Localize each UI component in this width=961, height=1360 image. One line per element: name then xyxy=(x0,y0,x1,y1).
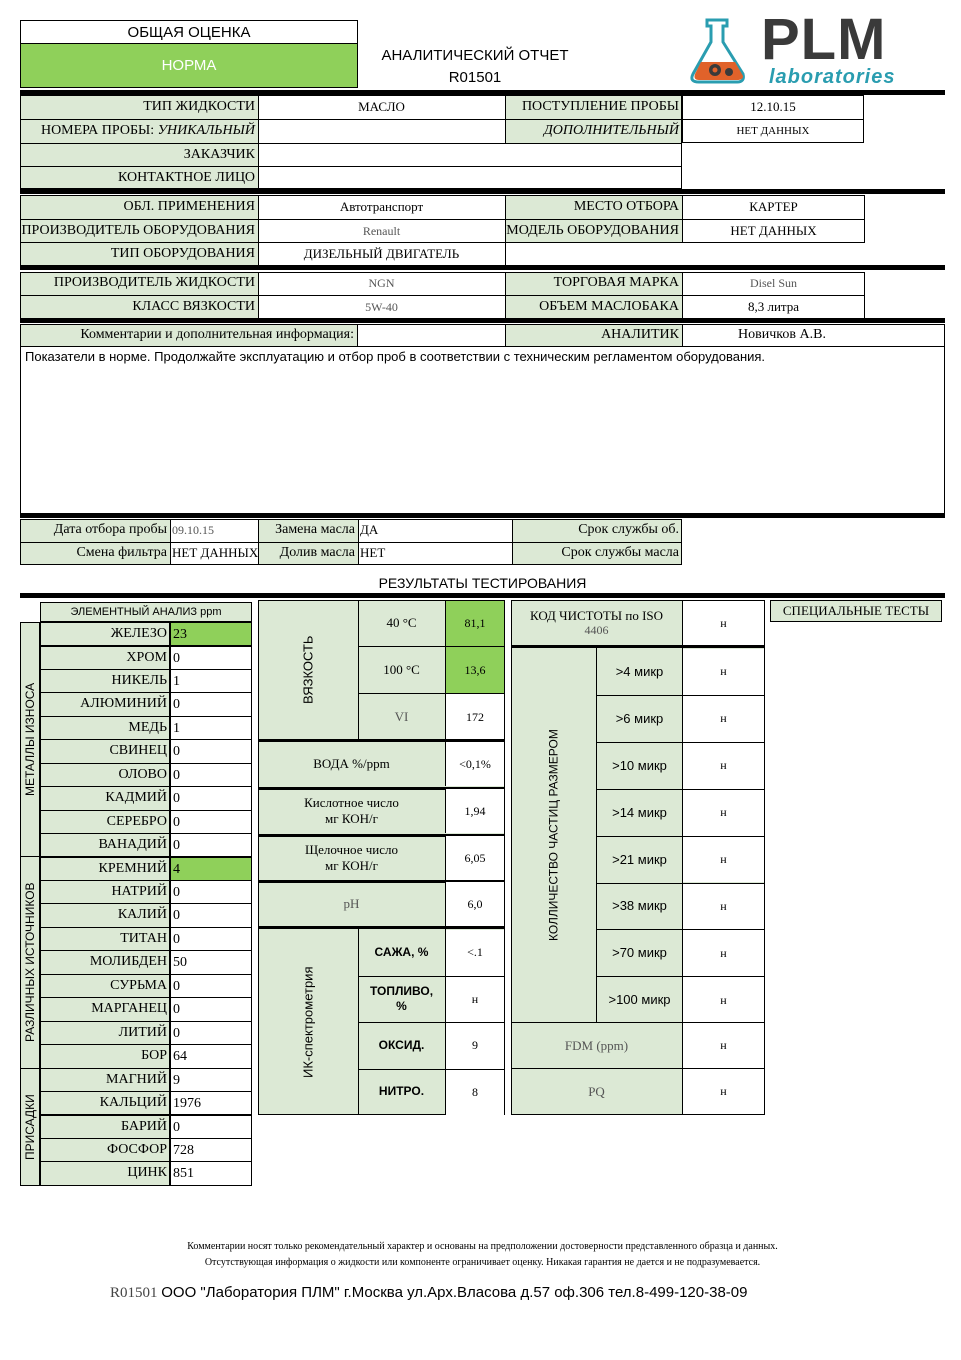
acid-number-label xyxy=(258,789,445,833)
flask-icon xyxy=(685,16,765,88)
element-name: ЖЕЛЕЗО xyxy=(110,626,167,641)
base-number-label-line2: мг КОН/г xyxy=(325,858,378,873)
element-value: 0 xyxy=(170,810,252,834)
footer-report-number: R01501 xyxy=(110,1285,158,1301)
element-value: 0 xyxy=(170,997,252,1021)
analyst-value: Новичков А.В. xyxy=(738,327,826,342)
divider-bar xyxy=(20,593,945,598)
oil-change-label: Замена масла xyxy=(275,522,355,537)
element-value: 0 xyxy=(170,692,252,716)
element-value: 0 xyxy=(170,763,252,787)
particle-size-label: >6 микр xyxy=(615,710,664,726)
soot-label xyxy=(358,929,445,976)
fdm-label: FDM (ppm) xyxy=(564,1038,629,1053)
equipment-type-value: ДИЗЕЛЬНЫЙ ДВИГАТЕЛЬ xyxy=(303,246,460,261)
sample-date-label: Дата отбора пробы xyxy=(53,522,167,537)
particle-size-label: >10 микр xyxy=(612,757,667,773)
visc100-value: 13,6 xyxy=(446,647,504,693)
fuel-label-line2: % xyxy=(396,998,407,1013)
element-name: КАЛЬЦИЙ xyxy=(99,1095,167,1110)
code-label-line2: 4406 xyxy=(584,623,609,637)
sample-receipt-label: ПОСТУПЛЕНИЕ ПРОБЫ xyxy=(521,99,679,114)
special-tests-label: СПЕЦИАЛЬНЫЕ ТЕСТЫ xyxy=(770,600,942,622)
sump-volume-value: 8,3 литра xyxy=(747,299,800,314)
element-name: КРЕМНИЙ xyxy=(98,860,167,876)
element-value: 0 xyxy=(170,880,252,904)
water-label-line1: ВОДА %/ppm xyxy=(313,756,390,771)
plm-logo xyxy=(685,7,940,90)
element-value: 64 xyxy=(170,1044,252,1068)
particle-size-label: >4 микр xyxy=(615,663,664,679)
base-number-value: 6,05 xyxy=(446,836,504,880)
particle-size-value: н xyxy=(683,930,764,976)
fluid-maker-label: ПРОИЗВОДИТЕЛЬ ЖИДКОСТИ xyxy=(53,275,255,290)
element-name: БАРИЙ xyxy=(121,1118,167,1134)
element-name: НИКЕЛЬ xyxy=(111,672,167,688)
element-value: 0 xyxy=(170,1021,252,1045)
acid-number-label-line1: Кислотное число xyxy=(304,795,399,810)
ph-label xyxy=(258,882,445,926)
equipment-maker-label: ПРОИЗВОДИТЕЛЬ ОБОРУДОВАНИЯ xyxy=(21,223,255,238)
element-name: КАЛИЙ xyxy=(117,907,167,923)
fluid-type-label: ТИП ЖИДКОСТИ xyxy=(143,99,255,114)
element-value: 728 xyxy=(170,1138,252,1162)
customer-label: ЗАКАЗЧИК xyxy=(183,147,255,162)
equipment-model-label: МОДЕЛЬ ОБОРУДОВАНИЯ xyxy=(506,223,679,238)
particle-size-value: н xyxy=(683,790,764,836)
particle-size-label: >21 микр xyxy=(612,851,667,867)
results-title: РЕЗУЛЬТАТЫ ТЕСТИРОВАНИЯ xyxy=(378,575,587,591)
base-number-label xyxy=(258,836,445,880)
vi-label: VI xyxy=(394,709,409,724)
element-value: 23 xyxy=(170,622,252,646)
sampling-point-label: МЕСТО ОТБОРА xyxy=(573,199,679,214)
element-name: МОЛИБДЕН xyxy=(89,954,167,970)
oil-life-label: Срок службы масла xyxy=(561,545,679,560)
element-name: ВАНАДИЙ xyxy=(98,837,167,852)
overall-label: ОБЩАЯ ОЦЕНКА xyxy=(20,20,358,44)
element-value: 1 xyxy=(170,669,252,693)
visc40-label: 40 °C xyxy=(386,615,417,630)
element-value: 1976 xyxy=(170,1091,252,1115)
fuel-value: н xyxy=(446,977,504,1023)
element-name: МАРГАНЕЦ xyxy=(91,1001,167,1017)
oxidation-label xyxy=(358,1022,445,1069)
sample-numbers-unique: УНИКАЛЬНЫЙ xyxy=(157,123,255,138)
ph-label-line1: pH xyxy=(343,896,360,911)
element-value: 50 xyxy=(170,950,252,974)
equipment-model-value: НЕТ ДАННЫХ xyxy=(730,223,817,238)
brand-label: ТОРГОВАЯ МАРКА xyxy=(553,275,679,290)
viscosity-class-label: КЛАСС ВЯЗКОСТИ xyxy=(132,299,255,314)
element-name: СЕРЕБРО xyxy=(106,813,167,829)
particle-size-value: н xyxy=(683,837,764,883)
element-name: БОР xyxy=(141,1048,167,1064)
code-value: н xyxy=(683,601,764,646)
filter-change-label: Смена фильтра xyxy=(76,545,167,560)
grid-line xyxy=(357,324,358,347)
pq-value: н xyxy=(683,1069,764,1114)
disclaimer-line1: Комментарии носят только рекомендательный характер и основаны на предположении достоверности представленного образца и данных. xyxy=(187,1240,778,1252)
oxidation-label-line1: ОКСИД. xyxy=(378,1037,425,1052)
element-value: 0 xyxy=(170,903,252,927)
nitration-value: 8 xyxy=(446,1070,504,1116)
vi-value: 172 xyxy=(446,694,504,740)
element-name: СУРЬМА xyxy=(110,977,167,993)
particle-size-value: н xyxy=(683,977,764,1023)
pq-label: PQ xyxy=(588,1084,605,1099)
particle-size-label: >100 микр xyxy=(608,992,671,1008)
application-label: ОБЛ. ПРИМЕНЕНИЯ xyxy=(123,199,255,214)
divider-bar xyxy=(20,265,945,270)
equipment-type-label: ТИП ОБОРУДОВАНИЯ xyxy=(110,246,255,261)
base-number-label-line1: Щелочное число xyxy=(305,842,398,857)
acid-number-label-line2: мг КОН/г xyxy=(325,811,378,826)
viscosity-class-value: 5W-40 xyxy=(365,300,398,314)
element-name: ЦИНК xyxy=(127,1165,167,1181)
particle-size-label: >38 микр xyxy=(612,898,667,914)
element-value: 0 xyxy=(170,833,252,857)
element-name: ТИТАН xyxy=(120,930,167,946)
particle-size-label: >14 микр xyxy=(612,804,667,820)
fluid-maker-value: NGN xyxy=(368,276,395,290)
element-value: 851 xyxy=(170,1161,252,1185)
sampling-point-value: КАРТЕР xyxy=(749,199,798,214)
element-value: 0 xyxy=(170,646,252,670)
filter-change-value: НЕТ ДАННЫХ xyxy=(172,545,258,560)
analyst-label: АНАЛИТИК xyxy=(601,327,679,342)
group-label-wear: МЕТАЛЛЫ ИЗНОСА xyxy=(23,682,37,797)
visc40-value: 81,1 xyxy=(446,601,504,646)
viscosity-label: ВЯЗКОСТЬ xyxy=(300,635,316,705)
element-value: 0 xyxy=(170,739,252,763)
element-value: 1 xyxy=(170,716,252,740)
code-label xyxy=(511,600,682,646)
sample-date-value: 09.10.15 xyxy=(172,523,214,537)
additional-label: ДОПОЛНИТЕЛЬНЫЙ xyxy=(543,123,679,138)
nitration-label-line1: НИТРО. xyxy=(378,1084,425,1099)
group-label-additives: ПРИСАДКИ xyxy=(23,1094,37,1160)
element-value: 0 xyxy=(170,786,252,810)
elements-header: ЭЛЕМЕНТНЫЙ АНАЛИЗ ppm xyxy=(40,602,252,622)
particle-size-label: >70 микр xyxy=(612,945,667,961)
oxidation-value: 9 xyxy=(446,1023,504,1069)
element-value: 0 xyxy=(170,974,252,998)
element-value: 9 xyxy=(170,1068,252,1092)
ir-label: ИК-спектрометрия xyxy=(300,966,316,1078)
element-name: МАГНИЙ xyxy=(106,1071,167,1087)
fuel-label xyxy=(358,976,445,1023)
particle-size-value: н xyxy=(683,743,764,789)
element-name: ОЛОВО xyxy=(118,766,167,782)
nitration-label xyxy=(358,1069,445,1116)
sump-volume-label: ОБЪЕМ МАСЛОБАКА xyxy=(539,299,679,314)
element-name: НАТРИЙ xyxy=(111,884,167,899)
overall-value: НОРМА xyxy=(20,44,358,88)
code-label-line1: КОД ЧИСТОТЫ по ISO xyxy=(529,608,664,623)
divider-bar xyxy=(20,513,945,518)
element-value: 0 xyxy=(170,927,252,951)
equipment-maker-value: Renault xyxy=(362,224,401,238)
element-name: ФОСФОР xyxy=(107,1141,167,1157)
element-name: КАДМИЙ xyxy=(105,790,167,806)
particle-size-value: н xyxy=(683,649,764,695)
acid-number-value: 1,94 xyxy=(446,789,504,833)
fuel-label-line1: ТОПЛИВО, xyxy=(369,983,434,998)
contact-label: КОНТАКТНОЕ ЛИЦО xyxy=(118,170,255,185)
visc100-label: 100 °C xyxy=(383,662,420,677)
application-value: Автотранспорт xyxy=(339,199,424,214)
element-name: ЛИТИЙ xyxy=(118,1024,167,1040)
topup-value: НЕТ xyxy=(360,545,386,560)
element-name: ХРОМ xyxy=(126,649,167,665)
report-title: АНАЛИТИЧЕСКИЙ ОТЧЕТ xyxy=(381,46,569,64)
particle-size-value: н xyxy=(683,884,764,930)
divider-bar xyxy=(20,189,945,194)
fluid-type-value: МАСЛО xyxy=(358,99,405,114)
sample-numbers-label xyxy=(20,120,258,142)
footer-line xyxy=(110,1282,930,1304)
sample-numbers-text: НОМЕРА ПРОБЫ: xyxy=(40,123,158,138)
element-name: АЛЮМИНИЙ xyxy=(80,696,167,712)
oil-change-value: ДА xyxy=(360,522,379,537)
particles-label: КОЛЛИЧЕСТВО ЧАСТИЦ РАЗМЕРОМ xyxy=(546,729,561,942)
element-name: СВИНЕЦ xyxy=(109,743,167,759)
soot-value: <.1 xyxy=(446,930,504,976)
comments-label: Комментарии и дополнительная информация: xyxy=(80,327,354,342)
service-life-label: Срок службы об. xyxy=(578,522,679,537)
divider-bar xyxy=(20,318,945,323)
report-number: R01501 xyxy=(448,68,502,86)
soot-label-line1: САЖА, % xyxy=(374,944,429,959)
comment-text: Показатели в норме. Продолжайте эксплуатацию и отбор проб в соответствии с техническим регламентом оборудования. xyxy=(20,346,945,514)
footer-address: ООО "Лаборатория ПЛМ" г.Москва ул.Арх.Власова д.57 оф.306 тел.8-499-120-38-09 xyxy=(161,1284,748,1301)
logo-subtext: laboratories xyxy=(769,66,896,88)
disclaimer-line2: Отсутствующая информация о жидкости или компоненте ограничивает оценку. Никакая гарантия не дается и не подразумевается. xyxy=(204,1256,761,1268)
ph-value: 6,0 xyxy=(446,882,504,926)
brand-value: Disel Sun xyxy=(749,276,797,290)
water-value: <0,1% xyxy=(446,742,504,786)
element-value: 0 xyxy=(170,1115,252,1139)
element-value: 4 xyxy=(170,857,252,881)
element-name: МЕДЬ xyxy=(128,719,167,735)
topup-label: Долив масла xyxy=(279,545,355,560)
water-label xyxy=(258,742,445,786)
sample-receipt-value: 12.10.15 xyxy=(750,99,796,114)
additional-value: НЕТ ДАННЫХ xyxy=(736,125,810,137)
particle-size-value: н xyxy=(683,696,764,742)
group-label-various: РАЗЛИЧНЫХ ИСТОЧНИКОВ xyxy=(23,882,37,1043)
logo-text: PLM xyxy=(761,7,887,72)
fdm-value: н xyxy=(683,1023,764,1068)
